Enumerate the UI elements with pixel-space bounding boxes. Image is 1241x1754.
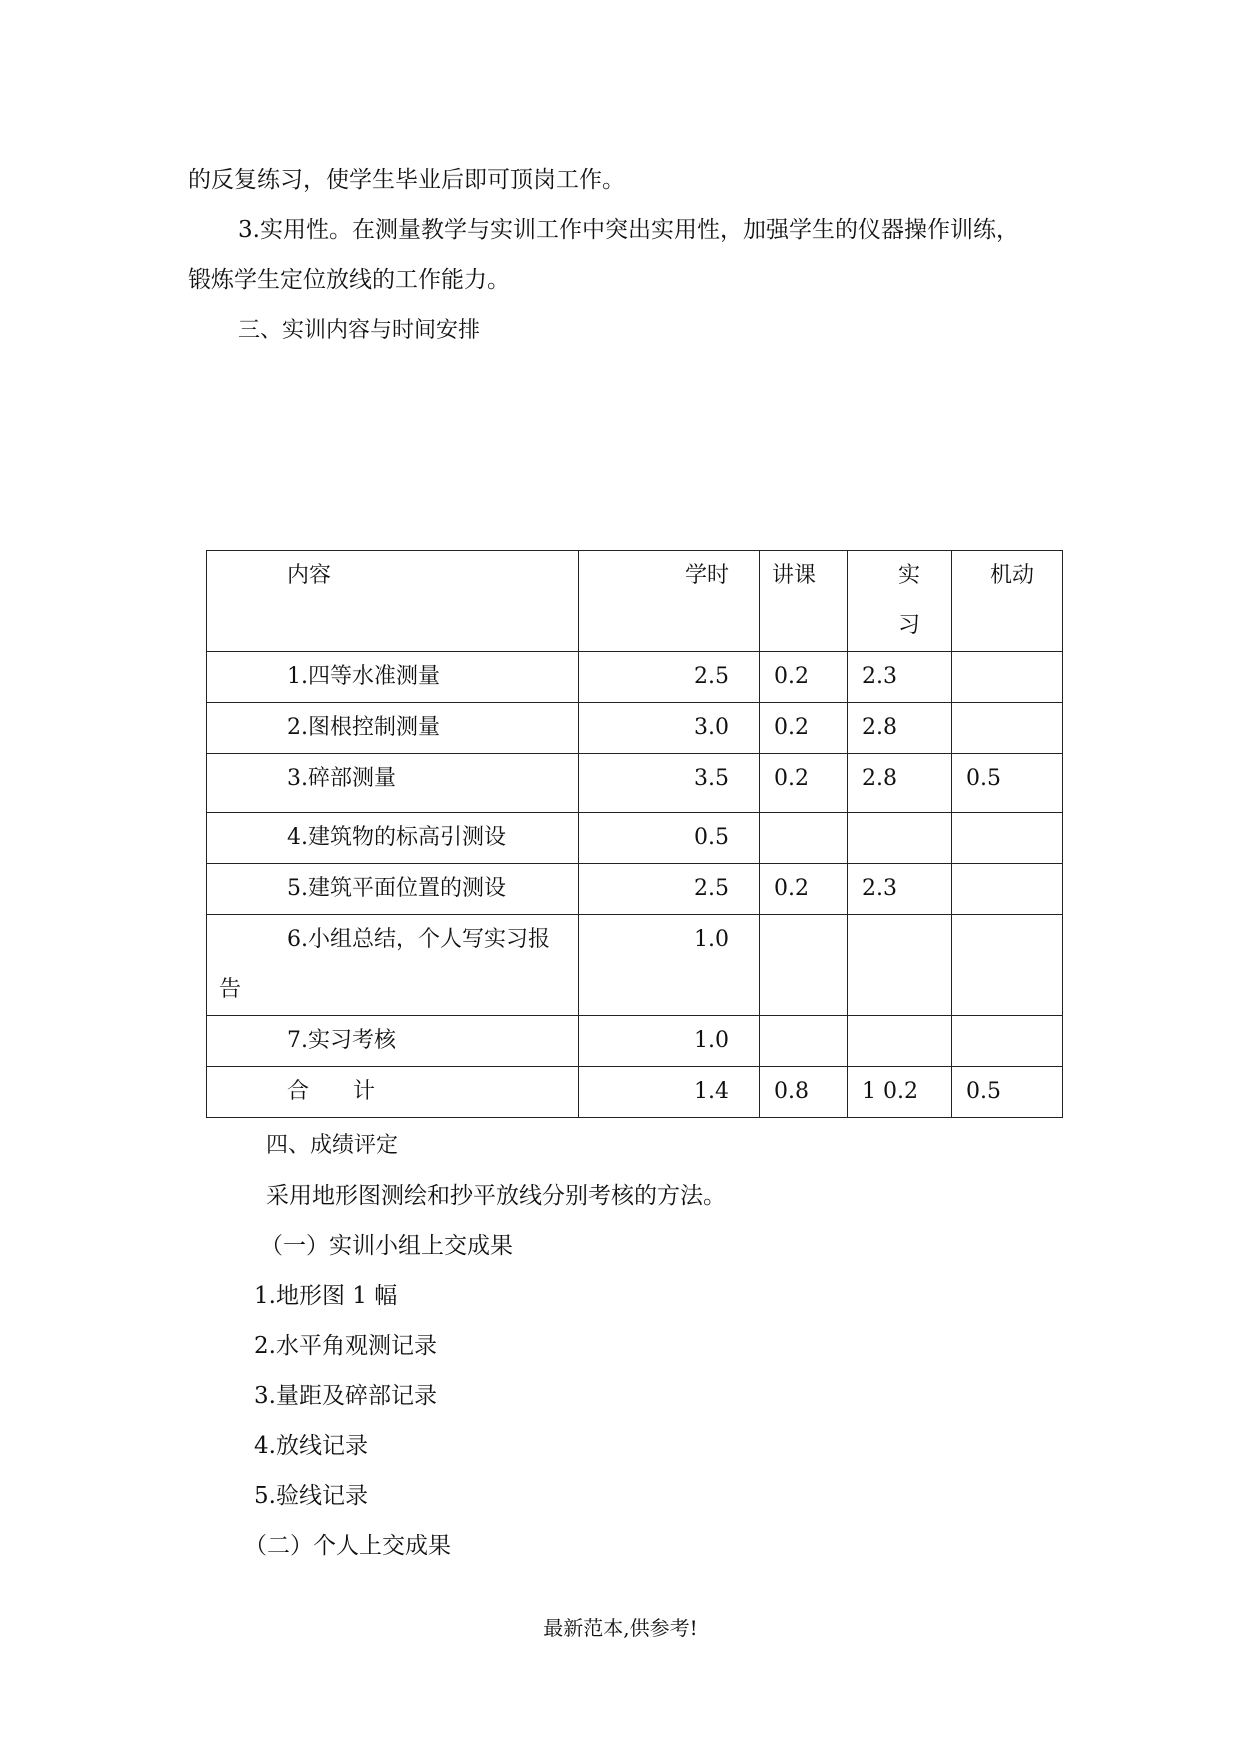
header-practice-line2: 习: [898, 613, 921, 638]
cell-flex: 0.5: [952, 754, 1063, 813]
section-heading-4: 四、成绩评定: [266, 1133, 399, 1158]
cell-content: 5.建筑平面位置的测设: [207, 864, 579, 915]
cell-content: 4.建筑物的标高引测设: [207, 813, 579, 864]
cell-practice: [848, 1016, 952, 1067]
cell-total-lecture: 0.8: [760, 1067, 848, 1118]
cell-total-label: 合 计: [207, 1067, 579, 1118]
cell-lecture: 0.2: [760, 652, 848, 703]
cell-flex: [952, 1016, 1063, 1067]
list-item: 2.水平角观测记录: [254, 1333, 437, 1359]
cell-content: [207, 915, 579, 1016]
cell-lecture: 0.2: [760, 864, 848, 915]
cell-hours: 2.5: [579, 652, 760, 703]
header-practice-line1: 实: [898, 563, 921, 588]
table-row: [207, 915, 1063, 1016]
cell-total-flex: 0.5: [952, 1067, 1063, 1118]
paragraph-line-3: 锻炼学生定位放线的工作能力。: [188, 267, 510, 293]
cell-practice: 2.3: [848, 652, 952, 703]
header-hours: 学时: [579, 551, 760, 652]
cell-flex: [952, 813, 1063, 864]
schedule-table: [206, 550, 1063, 1118]
cell-content: 3.碎部测量: [207, 754, 579, 813]
section-heading-3: 三、实训内容与时间安排: [238, 318, 481, 343]
cell-content-line2: 告: [219, 977, 242, 1002]
paragraph-line-1: 的反复练习，使学生毕业后即可顶岗工作。: [188, 167, 625, 193]
cell-total-hours: 1.4: [579, 1067, 760, 1118]
cell-practice: 2.8: [848, 703, 952, 754]
cell-total-practice: 1 0.2: [848, 1067, 952, 1118]
cell-practice: [848, 915, 952, 1016]
cell-lecture: 0.2: [760, 754, 848, 813]
table-row: [207, 1016, 1063, 1067]
cell-practice: 2.8: [848, 754, 952, 813]
table-row: [207, 754, 1063, 813]
cell-lecture: 0.2: [760, 703, 848, 754]
cell-flex: [952, 864, 1063, 915]
header-lecture: 讲课: [760, 551, 848, 652]
cell-content-line1: 6.小组总结，个人写实习报: [287, 927, 550, 952]
list-item: 3.量距及碎部记录: [254, 1383, 437, 1409]
header-practice: [848, 551, 952, 652]
cell-hours: 1.0: [579, 1016, 760, 1067]
individual-results-heading: （二）个人上交成果: [244, 1533, 451, 1559]
table-row: [207, 864, 1063, 915]
cell-content: 1.四等水准测量: [207, 652, 579, 703]
cell-hours: 0.5: [579, 813, 760, 864]
cell-practice: [848, 813, 952, 864]
group-results-heading: （一）实训小组上交成果: [260, 1233, 513, 1259]
cell-content: 2.图根控制测量: [207, 703, 579, 754]
cell-content: 7.实习考核: [207, 1016, 579, 1067]
list-item: 4.放线记录: [254, 1433, 368, 1459]
cell-lecture: [760, 915, 848, 1016]
list-item: 5.验线记录: [254, 1483, 368, 1509]
cell-practice: 2.3: [848, 864, 952, 915]
header-content: 内容: [207, 551, 579, 652]
cell-flex: [952, 703, 1063, 754]
paragraph-line-2: 3.实用性。在测量教学与实训工作中突出实用性，加强学生的仪器操作训练，: [238, 217, 1019, 243]
table-row: [207, 703, 1063, 754]
cell-hours: 3.0: [579, 703, 760, 754]
cell-lecture: [760, 1016, 848, 1067]
table-total-row: [207, 1067, 1063, 1118]
cell-hours: 3.5: [579, 754, 760, 813]
cell-flex: [952, 652, 1063, 703]
table-header-row: [207, 551, 1063, 652]
cell-hours: 1.0: [579, 915, 760, 1016]
page-footer: 最新范本,供参考!: [543, 1616, 698, 1640]
table-row: [207, 652, 1063, 703]
list-item: 1.地形图 1 幅: [254, 1283, 398, 1309]
cell-lecture: [760, 813, 848, 864]
header-flex: 机动: [952, 551, 1063, 652]
table-row: [207, 813, 1063, 864]
cell-hours: 2.5: [579, 864, 760, 915]
section4-intro: 采用地形图测绘和抄平放线分别考核的方法。: [266, 1183, 726, 1209]
cell-flex: [952, 915, 1063, 1016]
